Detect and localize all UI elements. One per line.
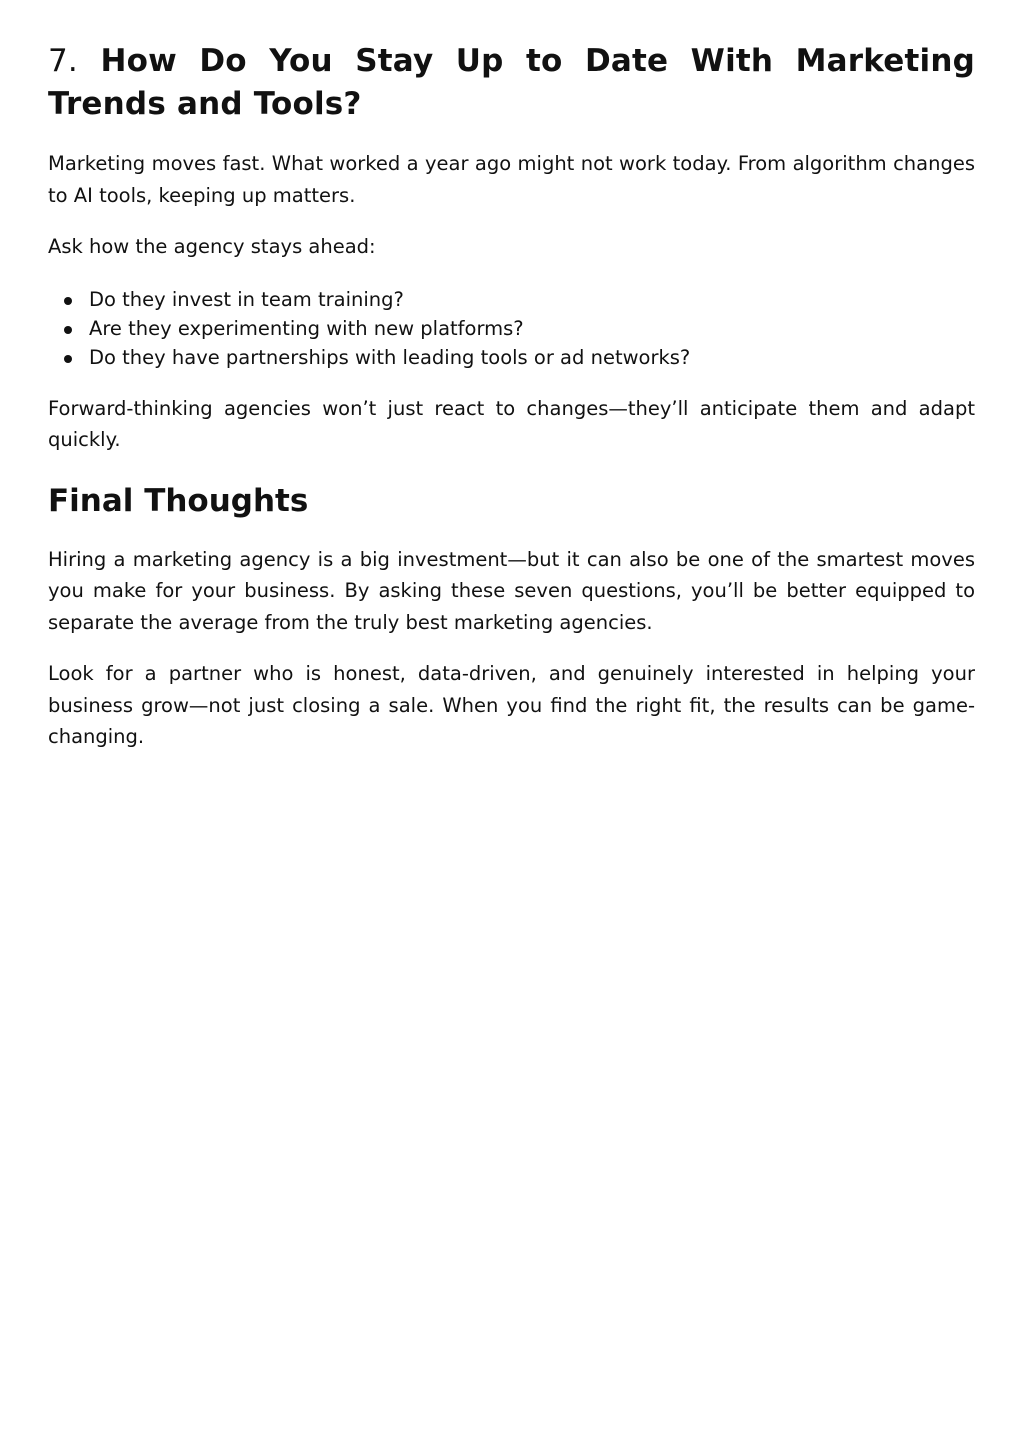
final-paragraph-1: Hiring a marketing agency is a big investment—but it can also be one of the smartest moves you make for your business. By asking these seven questions, you’ll be better equipped to separate the average from the truly best marketing agencies.	[48, 547, 975, 634]
bullet-icon	[64, 326, 72, 334]
section-title: How Do You Stay Up to Date With Marketing Trends and Tools?	[48, 43, 975, 122]
list-item	[48, 343, 975, 372]
bullet-icon	[64, 355, 72, 363]
list-item	[48, 285, 975, 314]
list-item-text: Are they experimenting with new platforms?	[89, 316, 524, 340]
section-number: 7.	[48, 43, 78, 79]
bullet-list	[48, 285, 975, 372]
list-item	[48, 314, 975, 343]
list-item-text: Do they have partnerships with leading tools or ad networks?	[89, 345, 691, 369]
section-7-ask: Ask how the agency stays ahead:	[48, 235, 376, 258]
final-paragraph-2: Look for a partner who is honest, data-driven, and genuinely interested in helping your business grow—not just closing a sale. When you find the right fit, the results can be game-changing.	[48, 662, 975, 748]
bullet-icon	[64, 297, 72, 305]
section-7-heading	[48, 40, 975, 126]
section-7-closing: Forward-thinking agencies won’t just react to changes—they’ll anticipate them and adapt quickly.	[48, 396, 975, 451]
list-item-text: Do they invest in team training?	[89, 287, 404, 311]
final-thoughts-heading: Final Thoughts	[48, 482, 309, 519]
document-page	[48, 40, 975, 753]
section-7-intro: Marketing moves fast. What worked a year ago might not work today. From algorithm changes to AI tools, keeping up matters.	[48, 152, 975, 207]
